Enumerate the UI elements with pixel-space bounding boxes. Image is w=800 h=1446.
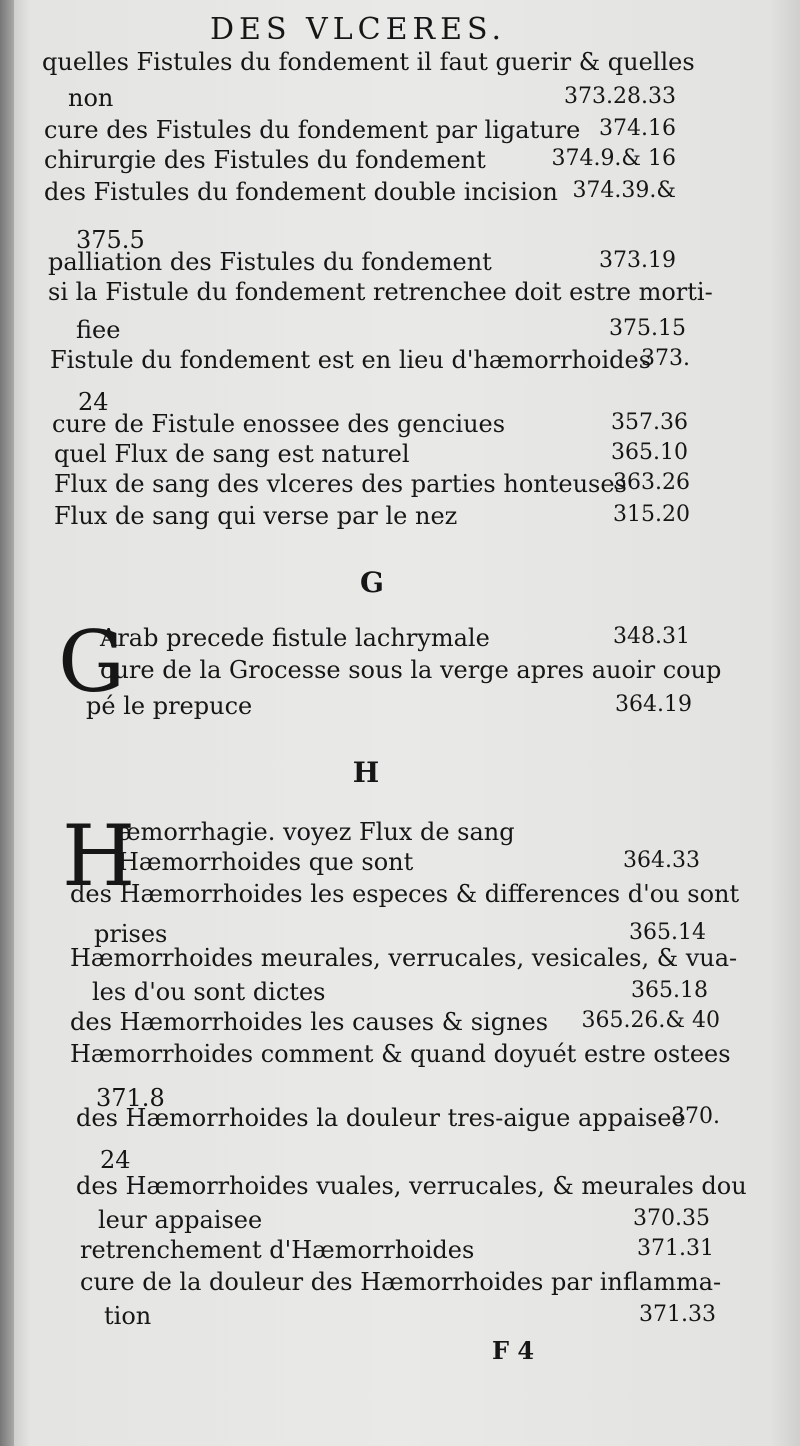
entry-page: 348.31 <box>613 624 690 649</box>
entry-text: Fistule du fondement est en lieu d'hæmorrhoides <box>50 346 652 374</box>
drop-cap-h: H <box>62 807 136 905</box>
entry-text: quel Flux de sang est naturel <box>54 440 410 468</box>
entry-page: 374.16 <box>599 116 676 141</box>
index-entry <box>54 502 690 542</box>
page-gutter-shadow <box>0 0 14 1446</box>
entry-text: cure de Fistule enossee des genciues <box>52 410 506 438</box>
entry-page: 364.33 <box>623 848 700 873</box>
entry-text: Hæmorrhoides comment & quand doyuét estre ostees <box>70 1040 731 1068</box>
section-letter-g: G <box>360 566 384 599</box>
entry-text: pé le prepuce <box>86 692 253 720</box>
entry-page: 365.26.& 40 <box>581 1008 720 1033</box>
entry-page: 373. <box>641 346 690 371</box>
entry-text: Arab precede fistule lachrymale <box>100 624 490 652</box>
drop-cap-g: G <box>58 613 126 711</box>
entry-text: les d'ou sont dictes <box>92 978 326 1006</box>
index-entry <box>48 278 713 318</box>
entry-text: 371.8 <box>96 1084 165 1112</box>
entry-page: 371.33 <box>639 1302 716 1327</box>
signature-mark: F 4 <box>492 1336 535 1365</box>
index-entry <box>76 1104 720 1144</box>
entry-page: 357.36 <box>611 410 688 435</box>
entry-text: des Hæmorrhoides la douleur tres-aigue appaisee <box>76 1104 686 1132</box>
entry-text: Flux de sang des vlceres des parties honteuses <box>54 470 627 498</box>
index-entry <box>44 178 676 218</box>
entry-text: cure de la Grocesse sous la verge apres auoir coup <box>100 656 722 684</box>
entry-text: prises <box>94 920 168 948</box>
entry-page: 371.31 <box>637 1236 714 1261</box>
entry-text: leur appaisee <box>98 1206 263 1234</box>
entry-text: cure des Fistules du fondement par ligature <box>44 116 581 144</box>
entry-text: 375.5 <box>76 226 145 254</box>
entry-page: 364.19 <box>615 692 692 717</box>
index-entry <box>104 1302 716 1342</box>
entry-page: 365.10 <box>611 440 688 465</box>
index-entry <box>50 346 690 386</box>
entry-text: non <box>68 84 114 112</box>
entry-text: tion <box>104 1302 152 1330</box>
entry-page: 365.14 <box>629 920 706 945</box>
entry-page: 363.26 <box>613 470 690 495</box>
entry-text: retrenchement d'Hæmorrhoides <box>80 1236 475 1264</box>
entry-text: Flux de sang qui verse par le nez <box>54 502 458 530</box>
running-header: DES VLCERES. <box>210 12 506 47</box>
entry-page: 373.28.33 <box>564 84 676 109</box>
index-entry <box>70 1040 731 1080</box>
entry-page: 315.20 <box>613 502 690 527</box>
entry-page: 370.35 <box>633 1206 710 1231</box>
index-entry <box>42 48 695 88</box>
entry-text: chirurgie des Fistules du fondement <box>44 146 486 174</box>
entry-text: Hæmorrhoides que sont <box>118 848 414 876</box>
entry-text: palliation des Fistules du fondement <box>48 248 492 276</box>
entry-page: 374.9.& 16 <box>551 146 676 171</box>
entry-text: des Fistules du fondement double incision <box>44 178 558 206</box>
entry-text: 24 <box>100 1146 131 1174</box>
entry-text: des Hæmorrhoides les especes & differences d'ou sont <box>70 880 740 908</box>
entry-text: 24 <box>78 388 109 416</box>
entry-text: Hæmorrhoides meurales, verrucales, vesicales, & vua- <box>70 944 738 972</box>
entry-text: des Hæmorrhoides vuales, verrucales, & meurales dou <box>76 1172 747 1200</box>
entry-text: quelles Fistules du fondement il faut guerir & quelles <box>42 48 695 76</box>
entry-text: des Hæmorrhoides les causes & signes <box>70 1008 549 1036</box>
entry-text: si la Fistule du fondement retrenchee doit estre morti- <box>48 278 713 306</box>
entry-text: cure de la douleur des Hæmorrhoides par inflamma- <box>80 1268 722 1296</box>
entry-page: 373.19 <box>599 248 676 273</box>
index-entry <box>86 692 692 732</box>
index-entry <box>100 656 722 696</box>
entry-page: 374.39.& <box>572 178 676 203</box>
entry-page: 370. <box>671 1104 720 1129</box>
index-entry <box>70 880 740 920</box>
section-letter-h: H <box>352 756 380 789</box>
entry-page: 375.15 <box>609 316 686 341</box>
entry-text: æmorrhagie. voyez Flux de sang <box>118 818 515 846</box>
entry-page: 365.18 <box>631 978 708 1003</box>
entry-text: fiee <box>76 316 121 344</box>
